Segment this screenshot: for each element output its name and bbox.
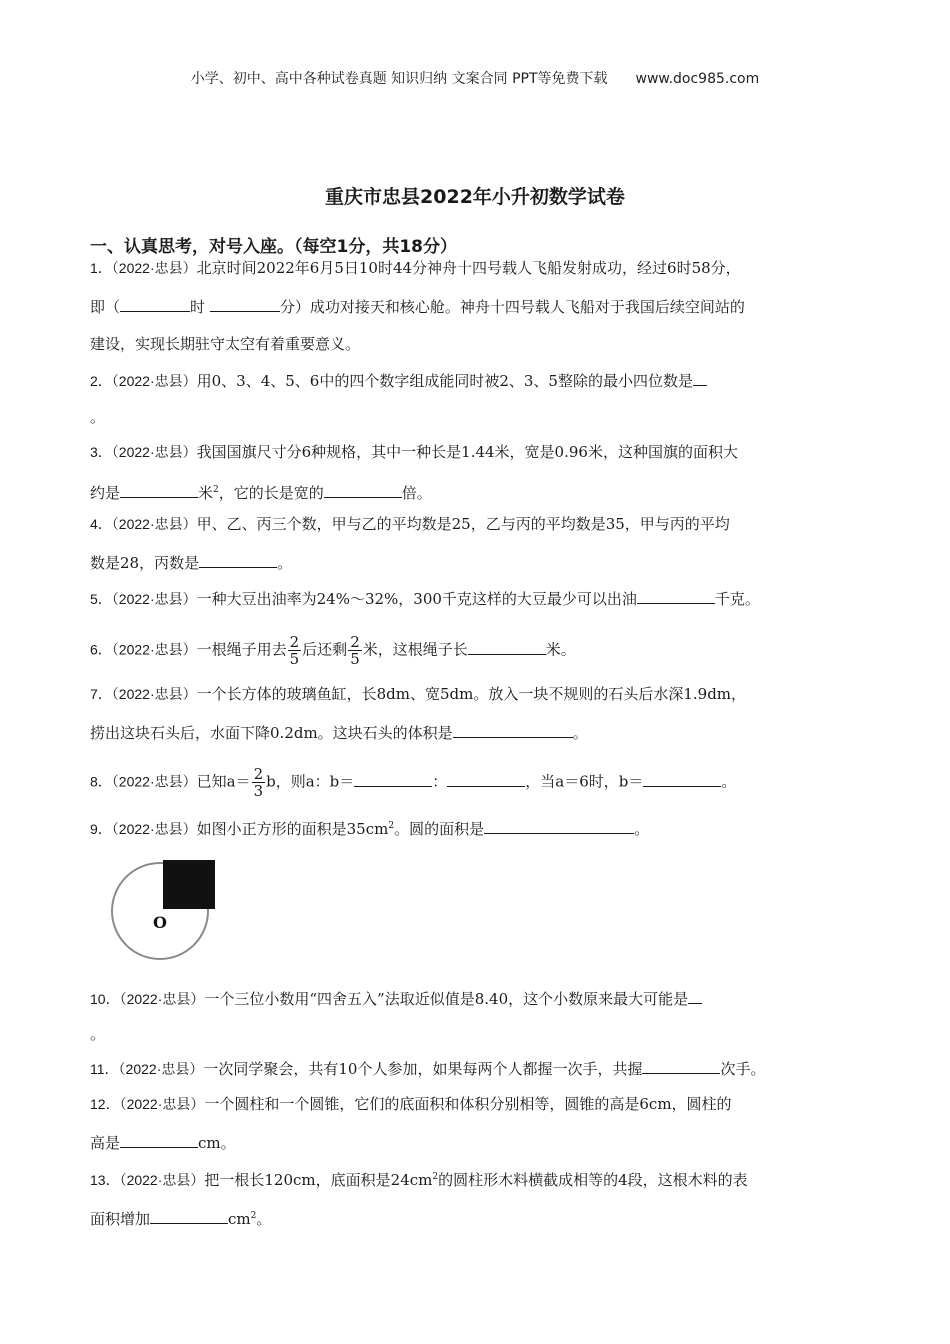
question-text: 米。 xyxy=(545,640,576,659)
question-4-line-2 xyxy=(90,552,292,573)
question-2 xyxy=(90,370,707,391)
question-text: 千克。 xyxy=(714,590,760,608)
question-1-line-2 xyxy=(90,296,745,317)
answer-blank[interactable] xyxy=(643,771,721,787)
question-text: 米 xyxy=(198,484,214,502)
question-number: 11． xyxy=(90,1061,119,1077)
question-number: 9． xyxy=(90,821,112,837)
question-text: 我国国旗尺寸分6种规格，其中一种长是1.44米，宽是0.96米，这种国旗的面积大 xyxy=(196,443,738,461)
question-source: （2022·忠县） xyxy=(111,773,197,790)
numerator: 2 xyxy=(253,765,264,783)
question-text: 时 xyxy=(190,298,206,316)
question-text: 一种大豆出油率为24%～32%，300千克这样的大豆最少可以出油 xyxy=(196,590,637,608)
question-7 xyxy=(90,684,746,704)
question-source: （2022·忠县） xyxy=(111,686,197,702)
answer-blank[interactable] xyxy=(688,988,702,1004)
question-text: 已知a＝ xyxy=(196,772,251,791)
question-9 xyxy=(90,816,649,839)
question-number: 6． xyxy=(90,641,112,658)
question-text: 一个三位小数用“四舍五入”法取近似值是8.40，这个小数原来最大可能是 xyxy=(204,990,689,1008)
question-text: 约是 xyxy=(90,484,121,502)
superscript: 2 xyxy=(250,1211,257,1221)
question-source: （2022·忠县） xyxy=(118,1061,204,1077)
question-source: （2022·忠县） xyxy=(111,516,197,532)
question-text: cm。 xyxy=(198,1134,236,1152)
page-header xyxy=(0,68,950,88)
question-6 xyxy=(90,634,576,667)
header-site-link[interactable]: www.doc985.com xyxy=(635,71,760,87)
question-text: 后还剩 xyxy=(302,640,348,659)
question-text: 把一根长120cm，底面积是24cm xyxy=(204,1171,433,1189)
answer-blank[interactable] xyxy=(210,296,280,312)
question-source: （2022·忠县） xyxy=(111,444,197,460)
question-12-line-2 xyxy=(90,1132,236,1153)
question-text: 米，这根绳子长 xyxy=(362,640,468,659)
question-text: 。 xyxy=(256,1210,272,1228)
question-text: 一根绳子用去 xyxy=(196,640,287,659)
question-text: 甲、乙、丙三个数，甲与乙的平均数是25，乙与丙的平均数是35，甲与丙的平均 xyxy=(196,515,730,533)
question-2-line-2 xyxy=(90,407,105,427)
answer-blank[interactable] xyxy=(468,639,546,655)
question-text: ： xyxy=(432,772,448,791)
question-text: 。 xyxy=(277,554,293,572)
question-source: （2022·忠县） xyxy=(111,373,197,389)
question-text: 如图小正方形的面积是35cm xyxy=(196,820,389,838)
question-source: （2022·忠县） xyxy=(111,641,197,658)
question-text: b，则a：b＝ xyxy=(266,772,355,791)
denominator: 3 xyxy=(253,782,264,800)
question-1 xyxy=(90,258,741,278)
question-text: ，当a＝6时，b＝ xyxy=(525,772,644,791)
answer-blank[interactable] xyxy=(120,482,198,498)
question-10 xyxy=(90,988,702,1009)
fraction xyxy=(252,766,266,799)
question-number: 2． xyxy=(90,373,112,389)
question-7-line-2 xyxy=(90,722,588,743)
denominator: 5 xyxy=(350,650,360,668)
answer-blank[interactable] xyxy=(324,482,402,498)
question-text: 数是28，丙数是 xyxy=(90,554,200,572)
question-text: 北京时间2022年6月5日10时44分神舟十四号载人飞船发射成功，经过6时58分， xyxy=(196,259,741,277)
answer-blank[interactable] xyxy=(642,1058,720,1074)
question-number: 4． xyxy=(90,516,112,532)
question-12 xyxy=(90,1094,732,1114)
answer-blank[interactable] xyxy=(120,296,190,312)
question-3-line-2 xyxy=(90,480,432,503)
question-text: 建设，实现长期驻守太空有着重要意义。 xyxy=(90,335,361,353)
circle-square-figure xyxy=(108,856,218,966)
question-3 xyxy=(90,442,738,462)
answer-blank[interactable] xyxy=(693,370,707,386)
question-source: （2022·忠县） xyxy=(119,1172,205,1188)
question-source: （2022·忠县） xyxy=(119,1096,205,1112)
question-text: 。圆的面积是 xyxy=(394,820,485,838)
question-text: 。 xyxy=(572,724,588,742)
fraction xyxy=(288,634,302,667)
question-source: （2022·忠县） xyxy=(111,260,197,276)
question-text: 次手。 xyxy=(720,1060,766,1078)
question-text: 。 xyxy=(90,408,106,426)
question-number: 7． xyxy=(90,686,112,702)
question-number: 5． xyxy=(90,591,112,607)
exam-title: 重庆市忠县2022年小升初数学试卷 xyxy=(325,186,625,208)
question-number: 8． xyxy=(90,773,112,790)
answer-blank[interactable] xyxy=(637,588,715,604)
question-source: （2022·忠县） xyxy=(111,821,197,837)
question-text: 捞出这块石头后，水面下降0.2dm。这块石头的体积是 xyxy=(90,724,453,742)
question-5 xyxy=(90,588,760,609)
question-number: 10． xyxy=(90,991,120,1007)
answer-blank[interactable] xyxy=(150,1208,228,1224)
question-text: 高是 xyxy=(90,1134,121,1152)
question-10-line-2 xyxy=(90,1024,105,1044)
answer-blank[interactable] xyxy=(120,1132,198,1148)
superscript: 2 xyxy=(213,485,219,495)
answer-blank[interactable] xyxy=(199,552,277,568)
question-number: 1． xyxy=(90,260,112,276)
question-text: 用0、3、4、5、6中的四个数字组成能同时被2、3、5整除的最小四位数是 xyxy=(196,372,693,390)
section-heading: 一、认真思考，对号入座。（每空1分，共18分） xyxy=(90,237,457,257)
question-text: 一个长方体的玻璃鱼缸，长8dm、宽5dm。放入一块不规则的石头后水深1.9dm， xyxy=(196,685,747,703)
question-number: 3． xyxy=(90,444,112,460)
question-number: 13． xyxy=(90,1172,120,1188)
numerator: 2 xyxy=(289,633,300,651)
question-13 xyxy=(90,1167,748,1190)
question-8 xyxy=(90,766,736,799)
question-source: （2022·忠县） xyxy=(119,991,205,1007)
question-number: 12． xyxy=(90,1096,120,1112)
question-text: 。 xyxy=(634,820,650,838)
answer-blank[interactable] xyxy=(484,818,634,834)
question-text: 。 xyxy=(90,1025,106,1043)
question-text: 倍。 xyxy=(401,484,432,502)
question-1-line-3 xyxy=(90,334,360,354)
shaded-square xyxy=(163,860,215,909)
question-11 xyxy=(90,1058,765,1079)
superscript: 2 xyxy=(388,821,395,831)
question-source: （2022·忠县） xyxy=(111,591,197,607)
numerator: 2 xyxy=(350,633,360,651)
question-text: cm xyxy=(228,1210,251,1228)
superscript: 2 xyxy=(432,1172,439,1182)
question-text: 面积增加 xyxy=(90,1210,151,1228)
question-13-line-2 xyxy=(90,1206,271,1229)
question-text: 即（ xyxy=(90,298,121,316)
question-text: ，它的长是宽的 xyxy=(218,484,324,502)
answer-blank[interactable] xyxy=(354,771,432,787)
answer-blank[interactable] xyxy=(453,722,573,738)
question-4 xyxy=(90,514,730,534)
question-text: 。 xyxy=(721,772,737,791)
denominator: 5 xyxy=(289,650,300,668)
question-text: 一个圆柱和一个圆锥，它们的底面积和体积分别相等，圆锥的高是6cm，圆柱的 xyxy=(204,1095,732,1113)
question-text: 一次同学聚会，共有10个人参加，如果每两个人都握一次手，共握 xyxy=(203,1060,643,1078)
center-label-o: O xyxy=(153,913,167,932)
answer-blank[interactable] xyxy=(447,771,525,787)
question-text: 分）成功对接天和核心舱。神舟十四号载人飞船对于我国后续空间站的 xyxy=(279,298,745,316)
question-text: 的圆柱形木料横截成相等的4段，这根木料的表 xyxy=(438,1171,748,1189)
fraction xyxy=(348,634,362,667)
header-text: 小学、初中、高中各种试卷真题 知识归纳 文案合同 PPT等免费下载 xyxy=(190,71,608,87)
